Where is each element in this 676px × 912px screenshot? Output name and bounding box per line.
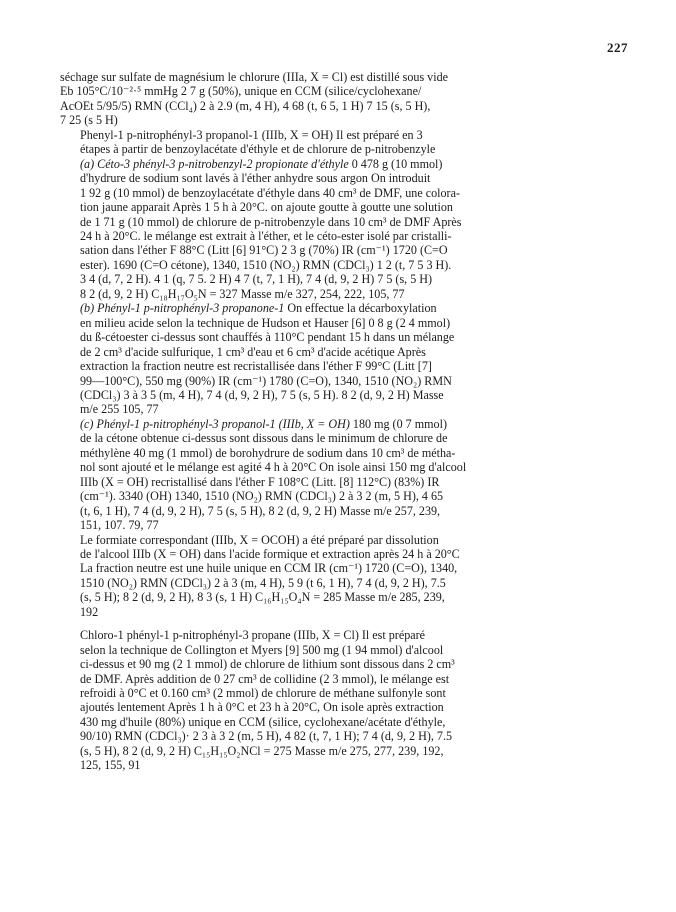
line-text: Le formiate correspondant (IIIb, X = OCOH) a été préparé par dissolution <box>80 532 439 547</box>
line-text: IIIb (X = OH) recristallisé dans l'éther F 108°C (Litt. [8] 112°C) (83%) IR <box>80 474 440 489</box>
text-line <box>60 402 620 416</box>
line-text: La fraction neutre est une huile unique en CCM IR (cm⁻¹) 1720 (C=O), 1340, <box>80 561 458 576</box>
text-line <box>60 431 620 445</box>
text-line <box>60 128 620 142</box>
line-text: sation dans l'éther F 88°C (Litt [6] 91°C) 2 3 g (70%) IR (cm⁻¹) 1720 (C=O <box>80 243 448 258</box>
line-text: 1510 (NO₂) RMN (CDCl₃) 2 à 3 (m, 4 H), 5 9 (t 6, 1 H), 7 4 (d, 9, 2 H), 7.5 <box>80 575 446 590</box>
line-text: méthylène 40 mg (1 mmol) de borohydrure de sodium dans 10 cm³ de métha- <box>80 445 456 460</box>
paragraph <box>60 533 620 620</box>
line-text: AcOEt 5/95/5) RMN (CCl₄) 2 à 2.9 (m, 4 H), 4 68 (t, 6 5, 1 H) 7 15 (s, 5 H), <box>60 98 431 113</box>
line-text: 430 mg d'huile (80%) unique en CCM (silice, cyclohexane/acétate d'éthyle, <box>80 714 446 729</box>
text-line <box>60 475 620 489</box>
line-text: 0 478 g (10 mmol) <box>348 156 443 171</box>
paragraph <box>60 417 620 533</box>
line-text: en milieu acide selon la technique de Hudson et Hauser [6] 0 8 g (2 4 mmol) <box>80 315 451 330</box>
text-line <box>60 460 620 474</box>
text-line <box>60 84 620 98</box>
text-line <box>60 215 620 229</box>
text-line <box>60 758 620 772</box>
text-line <box>60 359 620 373</box>
line-text: 180 mg (0 7 mmol) <box>349 416 447 431</box>
line-text: (t, 6, 1 H), 7 4 (d, 9, 2 H), 7 5 (s, 5 H), 8 2 (d, 9, 2 H) Masse m/e 257, 239, <box>80 503 441 518</box>
text-line <box>60 657 620 671</box>
paragraph <box>60 628 620 773</box>
line-text: (s, 5 H), 8 2 (d, 9, 2 H) C₁₅H₁₅O₂NCl = 275 Masse m/e 275, 277, 239, 192, <box>80 743 444 758</box>
paragraph <box>60 70 620 128</box>
text-line <box>60 729 620 743</box>
line-text: (s, 5 H); 8 2 (d, 9, 2 H), 8 3 (s, 1 H) C₁₆H₁₅O₄N = 285 Masse m/e 285, 239, <box>80 590 445 605</box>
text-line <box>60 243 620 257</box>
text-line <box>60 301 620 315</box>
experimental-section <box>60 70 620 773</box>
line-text: 99—100°C), 550 mg (90%) IR (cm⁻¹) 1780 (C=O), 1340, 1510 (NO₂) RMN <box>80 373 452 388</box>
text-line <box>60 576 620 590</box>
paragraph <box>60 157 620 302</box>
line-text: 24 h à 20°C. le mélange est extrait à l'éther, et le céto-ester isolé par cristalli- <box>80 228 452 243</box>
line-text: 8 2 (d, 9, 2 H) C₁₈H₁₇O₅N = 327 Masse m/e 327, 254, 222, 105, 77 <box>80 286 405 301</box>
text-line <box>60 99 620 113</box>
text-line <box>60 605 620 619</box>
line-text: de la cétone obtenue ci-dessus sont dissous dans le minimum de chlorure de <box>80 431 448 446</box>
line-text: 7 25 (s 5 H) <box>60 113 118 128</box>
line-text: étapes à partir de benzoylacétate d'éthyle et de chlorure de p-nitrobenzyle <box>80 142 436 157</box>
line-text: de 2 cm³ d'acide sulfurique, 1 cm³ d'eau et 6 cm³ d'acide acétique Après <box>80 344 426 359</box>
line-text: de 1 71 g (10 mmol) de chlorure de p-nitrobenzyle dans 10 cm³ de DMF Après <box>80 214 462 229</box>
line-text: ester). 1690 (C=O cétone), 1340, 1510 (NO₂) RMN (CDCl₃) 1 2 (t, 7 5 3 H). <box>80 257 452 272</box>
text-line <box>60 186 620 200</box>
text-line <box>60 561 620 575</box>
line-text: d'hydrure de sodium sont lavés à l'éther anhydre sous argon On introduit <box>80 171 431 186</box>
line-text: m/e 255 105, 77 <box>80 402 159 417</box>
text-line <box>60 157 620 171</box>
page-number: 227 <box>607 40 628 55</box>
text-line <box>60 643 620 657</box>
line-text: refroidi à 0°C et 0.160 cm³ (2 mmol) de chlorure de méthane sulfonyle sont <box>80 686 446 701</box>
text-line <box>60 628 620 642</box>
line-text: ajoutés lentement Après 1 h à 0°C et 23 h à 20°C, On isole après extraction <box>80 700 444 715</box>
text-line <box>60 287 620 301</box>
line-text: (cm⁻¹). 3340 (OH) 1340, 1510 (NO₂) RMN (CDCl₃) 2 à 3 2 (m, 5 H), 4 65 <box>80 489 444 504</box>
line-text: de l'alcool IIIb (X = OH) dans l'acide formique et extraction après 24 h à 20°C <box>80 546 460 561</box>
text-line <box>60 142 620 156</box>
line-text: nol sont ajouté et le mélange est agité 4 h à 20°C On isole ainsi 150 mg d'alcool <box>80 460 467 475</box>
text-line <box>60 446 620 460</box>
subsection-heading: (b) Phényl-1 p-nitrophényl-3 propanone-1 <box>80 301 285 316</box>
text-line <box>60 686 620 700</box>
line-text: de DMF. Après addition de 0 27 cm³ de collidine (2 3 mmol), le mélange est <box>80 671 450 686</box>
line-text: 151, 107. 79, 77 <box>80 518 159 533</box>
line-text: 90/10) RMN (CDCl₃)· 2 3 à 3 2 (m, 5 H), 4 82 (t, 7, 1 H); 7 4 (d, 9, 2 H), 7.5 <box>80 729 453 744</box>
paragraph <box>60 301 620 417</box>
text-line <box>60 345 620 359</box>
text-line <box>60 171 620 185</box>
text-line <box>60 417 620 431</box>
line-text: tion jaune apparait Après 1 5 h à 20°C. on ajoute goutte à goutte une solution <box>80 200 453 215</box>
line-text: On effectue la décarboxylation <box>284 301 437 316</box>
line-text: 1 92 g (10 mmol) de benzoylacétate d'éthyle dans 40 cm³ de DMF, une colora- <box>80 185 460 200</box>
text-line <box>60 489 620 503</box>
text-line <box>60 518 620 532</box>
subsection-heading: (c) Phényl-1 p-nitrophényl-3 propanol-1 (IIIb, X = OH) <box>80 416 350 431</box>
line-text: (CDCl₃) 3 à 3 5 (m, 4 H), 7 4 (d, 9, 2 H), 7 5 (s, 5 H). 8 2 (d, 9, 2 H) Masse <box>80 387 444 402</box>
text-line <box>60 744 620 758</box>
line-text: extraction la fraction neutre est recristallisée dans l'éther F 99°C (Litt [7] <box>80 359 432 374</box>
text-line <box>60 715 620 729</box>
line-text: ci-dessus et 90 mg (2 1 mmol) de chlorure de lithium sont dissous dans 2 cm³ <box>80 657 455 672</box>
line-text: selon la technique de Collington et Myers [9] 500 mg (1 94 mmol) d'alcool <box>80 642 444 657</box>
line-text: séchage sur sulfate de magnésium le chlorure (IIIa, X = Cl) est distillé sous vide <box>60 70 448 84</box>
line-text: Eb 105°C/10⁻²·⁵ mmHg 2 7 g (50%), unique en CCM (silice/cyclohexane/ <box>60 84 422 99</box>
text-line <box>60 547 620 561</box>
line-text: Chloro-1 phényl-1 p-nitrophényl-3 propane (IIIb, X = Cl) Il est préparé <box>80 628 426 643</box>
text-line <box>60 374 620 388</box>
text-line <box>60 388 620 402</box>
text-line <box>60 504 620 518</box>
text-line <box>60 316 620 330</box>
text-line <box>60 590 620 604</box>
text-line <box>60 533 620 547</box>
line-text: 192 <box>80 604 99 619</box>
subsection-heading: (a) Céto-3 phényl-3 p-nitrobenzyl-2 propionate d'éthyle <box>80 156 349 171</box>
text-line <box>60 700 620 714</box>
text-line <box>60 330 620 344</box>
text-line <box>60 272 620 286</box>
paragraph <box>60 128 620 157</box>
text-line <box>60 672 620 686</box>
line-text: 3 4 (d, 7, 2 H). 4 1 (q, 7 5. 2 H) 4 7 (t, 7, 1 H), 7 4 (d, 9, 2 H) 7 5 (s, 5 H) <box>80 272 433 287</box>
text-line <box>60 258 620 272</box>
text-line <box>60 70 620 84</box>
text-line <box>60 229 620 243</box>
text-line <box>60 113 620 127</box>
line-text: Phenyl-1 p-nitrophényl-3 propanol-1 (IIIb, X = OH) Il est préparé en 3 <box>80 127 423 142</box>
line-text: du ß-cétoester ci-dessus sont chauffés à 110°C pendant 15 h dans un mélange <box>80 330 455 345</box>
line-text: 125, 155, 91 <box>80 758 141 773</box>
text-line <box>60 200 620 214</box>
